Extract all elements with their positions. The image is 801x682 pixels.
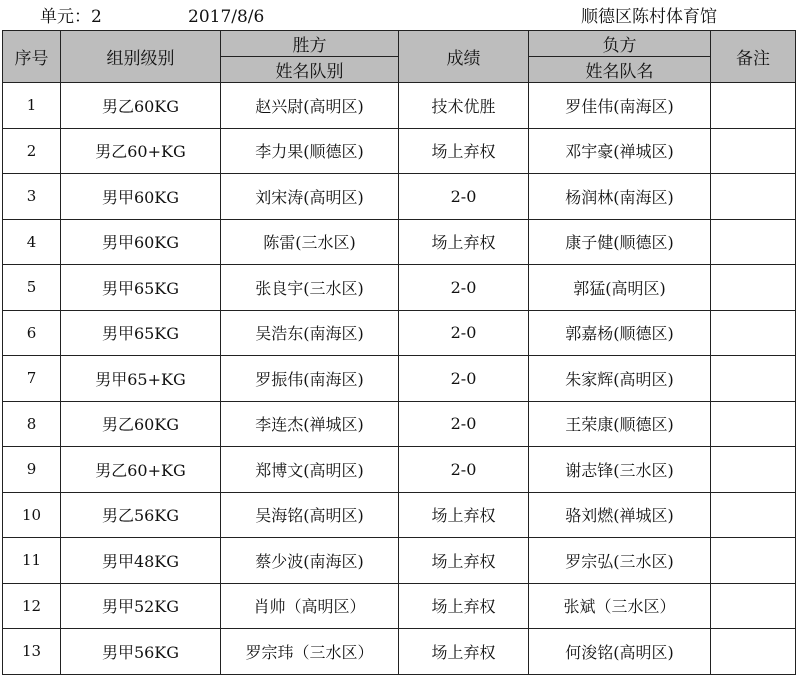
table-row: [3, 128, 796, 174]
table-row: [3, 401, 796, 447]
row-loser: 邓宇豪(禅城区): [529, 128, 711, 174]
row-remark: [711, 401, 796, 447]
row-remark: [711, 128, 796, 174]
row-number: 9: [3, 447, 61, 493]
row-winner: 郑博文(高明区): [221, 447, 399, 493]
row-loser: 罗佳伟(南海区): [529, 83, 711, 129]
col-header-winner: 胜方: [221, 31, 399, 57]
row-number: 10: [3, 492, 61, 538]
row-remark: [711, 310, 796, 356]
row-group: 男甲65KG: [61, 310, 221, 356]
results-table: [2, 30, 796, 675]
row-result: 2-0: [399, 265, 529, 311]
venue-label: 顺德区陈村体育馆: [581, 7, 717, 27]
row-loser: 郭猛(高明区): [529, 265, 711, 311]
row-result: 场上弃权: [399, 492, 529, 538]
row-group: 男乙60+KG: [61, 447, 221, 493]
row-loser: 康子健(顺德区): [529, 219, 711, 265]
table-row: [3, 219, 796, 265]
row-loser: 朱家辉(高明区): [529, 356, 711, 402]
row-result: 场上弃权: [399, 128, 529, 174]
row-result: 2-0: [399, 447, 529, 493]
row-loser: 谢志锋(三水区): [529, 447, 711, 493]
row-group: 男甲65+KG: [61, 356, 221, 402]
table-row: [3, 629, 796, 675]
col-header-loser: 负方: [529, 31, 711, 57]
col-header-result: 成绩: [399, 31, 529, 83]
row-group: 男乙60KG: [61, 401, 221, 447]
row-number: 8: [3, 401, 61, 447]
col-subheader-winner: 姓名队别: [221, 57, 399, 83]
table-row: [3, 538, 796, 584]
row-winner: 肖帅（高明区）: [221, 583, 399, 629]
row-number: 12: [3, 583, 61, 629]
row-loser: 王荣康(顺德区): [529, 401, 711, 447]
table-row: [3, 583, 796, 629]
table-row: [3, 83, 796, 129]
row-remark: [711, 583, 796, 629]
row-number: 4: [3, 219, 61, 265]
row-loser: 杨润林(南海区): [529, 174, 711, 220]
row-result: 2-0: [399, 401, 529, 447]
row-remark: [711, 265, 796, 311]
row-loser: 何浚铭(高明区): [529, 629, 711, 675]
table-row: [3, 492, 796, 538]
col-subheader-loser: 姓名队名: [529, 57, 711, 83]
row-result: 2-0: [399, 174, 529, 220]
row-winner: 罗宗玮（三水区）: [221, 629, 399, 675]
row-number: 6: [3, 310, 61, 356]
row-loser: 罗宗弘(三水区): [529, 538, 711, 584]
table-row: [3, 265, 796, 311]
row-remark: [711, 356, 796, 402]
col-header-no: 序号: [3, 31, 61, 83]
row-result: 场上弃权: [399, 219, 529, 265]
col-header-remark: 备注: [711, 31, 796, 83]
row-result: 2-0: [399, 356, 529, 402]
row-loser: 张斌（三水区）: [529, 583, 711, 629]
table-row: [3, 447, 796, 493]
row-loser: 郭嘉杨(顺德区): [529, 310, 711, 356]
row-number: 2: [3, 128, 61, 174]
row-winner: 李力果(顺德区): [221, 128, 399, 174]
row-number: 3: [3, 174, 61, 220]
unit-label: 单元：2: [40, 7, 102, 27]
date-label: 2017/8/6: [188, 7, 265, 27]
row-winner: 蔡少波(南海区): [221, 538, 399, 584]
row-winner: 陈雷(三水区): [221, 219, 399, 265]
row-number: 7: [3, 356, 61, 402]
row-winner: 赵兴尉(高明区): [221, 83, 399, 129]
row-result: 场上弃权: [399, 583, 529, 629]
row-remark: [711, 447, 796, 493]
table-row: [3, 356, 796, 402]
row-group: 男甲65KG: [61, 265, 221, 311]
row-group: 男甲60KG: [61, 174, 221, 220]
row-winner: 罗振伟(南海区): [221, 356, 399, 402]
row-result: 场上弃权: [399, 538, 529, 584]
table-row: [3, 310, 796, 356]
row-remark: [711, 219, 796, 265]
row-remark: [711, 174, 796, 220]
row-winner: 李连杰(禅城区): [221, 401, 399, 447]
row-group: 男乙60+KG: [61, 128, 221, 174]
row-loser: 骆刘燃(禅城区): [529, 492, 711, 538]
col-header-group: 组别级别: [61, 31, 221, 83]
row-result: 技术优胜: [399, 83, 529, 129]
row-winner: 刘宋涛(高明区): [221, 174, 399, 220]
row-group: 男甲60KG: [61, 219, 221, 265]
row-number: 13: [3, 629, 61, 675]
row-number: 11: [3, 538, 61, 584]
row-group: 男甲56KG: [61, 629, 221, 675]
row-group: 男乙60KG: [61, 83, 221, 129]
row-group: 男甲52KG: [61, 583, 221, 629]
row-winner: 吴海铭(高明区): [221, 492, 399, 538]
row-result: 2-0: [399, 310, 529, 356]
row-remark: [711, 492, 796, 538]
row-winner: 吴浩东(南海区): [221, 310, 399, 356]
row-result: 场上弃权: [399, 629, 529, 675]
row-number: 1: [3, 83, 61, 129]
row-remark: [711, 538, 796, 584]
row-group: 男甲48KG: [61, 538, 221, 584]
row-remark: [711, 83, 796, 129]
table-row: [3, 174, 796, 220]
row-group: 男乙56KG: [61, 492, 221, 538]
row-number: 5: [3, 265, 61, 311]
row-remark: [711, 629, 796, 675]
row-winner: 张良宇(三水区): [221, 265, 399, 311]
